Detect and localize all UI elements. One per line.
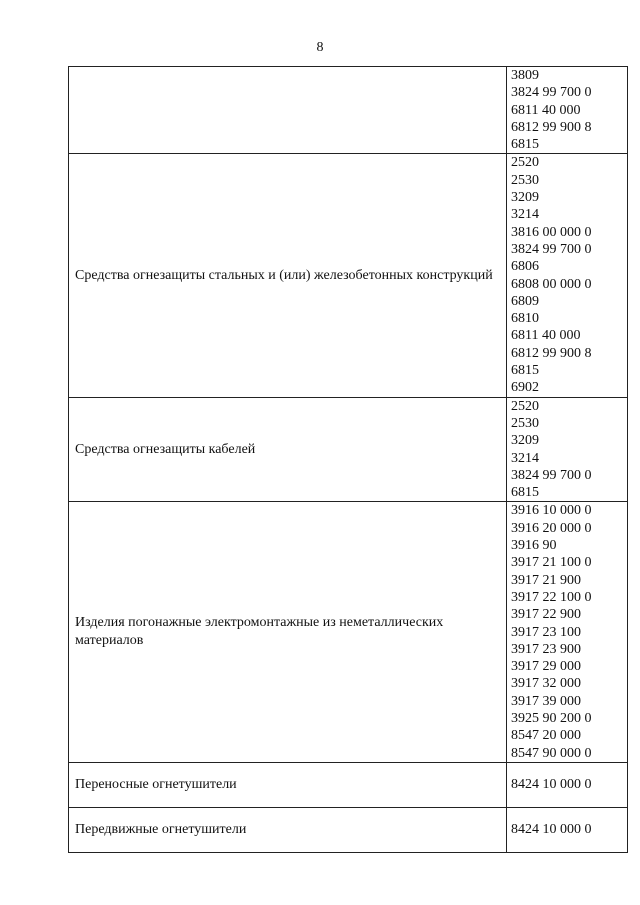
tnved-code: 6806 [511, 259, 539, 275]
tnved-code: 3214 [511, 207, 539, 223]
tnved-code: 3917 22 100 0 [511, 589, 592, 605]
tnved-code: 3816 00 000 0 [511, 224, 592, 240]
product-name-cell: Изделия погонажные электромонтажные из неметаллических материалов [69, 502, 507, 762]
tnved-code: 3925 90 200 0 [511, 710, 592, 726]
tnved-code: 3917 29 000 [511, 659, 581, 675]
tnved-code: 3917 21 100 0 [511, 555, 592, 571]
tnved-code: 6809 [511, 293, 539, 309]
tnved-code: 3209 [511, 190, 539, 206]
product-name-cell: Средства огнезащиты стальных и (или) железобетонных конструкций [69, 154, 507, 397]
tnved-code: 3824 99 700 0 [511, 467, 592, 483]
tnved-code: 8547 90 000 0 [511, 745, 592, 761]
tnved-code: 3824 99 700 0 [511, 241, 592, 257]
table-row [69, 397, 628, 502]
table-row [69, 67, 628, 154]
tnved-code: 3824 99 700 0 [511, 85, 592, 101]
table-row [69, 807, 628, 852]
tnved-code: 6815 [511, 363, 539, 379]
tnved-code: 6815 [511, 137, 539, 153]
tnved-code: 3917 23 900 [511, 641, 581, 657]
tnved-codes-cell [507, 397, 628, 502]
tnved-code: 6815 [511, 485, 539, 501]
tnved-code: 6812 99 900 8 [511, 345, 592, 361]
table-row [69, 502, 628, 762]
tnved-code: 8424 10 000 0 [511, 777, 592, 793]
tnved-code: 3209 [511, 433, 539, 449]
tnved-code: 2530 [511, 415, 539, 431]
tnved-code: 2530 [511, 172, 539, 188]
tnved-code: 3809 [511, 68, 539, 83]
table-row [69, 154, 628, 397]
tnved-code: 8547 20 000 [511, 728, 581, 744]
tnved-code: 6811 40 000 [511, 102, 581, 118]
tnved-code: 6812 99 900 8 [511, 119, 592, 135]
tnved-code: 3917 23 100 [511, 624, 581, 640]
table-row [69, 762, 628, 807]
tnved-code: 3916 90 [511, 538, 557, 554]
tnved-code: 3917 21 900 [511, 572, 581, 588]
product-name-cell: Передвижные огнетушители [69, 807, 507, 852]
product-codes-table [68, 66, 628, 853]
page-number: 8 [316, 40, 324, 55]
tnved-code: 3214 [511, 450, 539, 466]
tnved-code: 3917 39 000 [511, 693, 581, 709]
tnved-code: 6811 40 000 [511, 328, 581, 344]
tnved-code: 3917 32 000 [511, 676, 581, 692]
tnved-code: 3917 22 900 [511, 607, 581, 623]
tnved-code: 2520 [511, 398, 539, 414]
tnved-codes-cell [507, 67, 628, 154]
tnved-code: 3916 20 000 0 [511, 520, 592, 536]
table-body [69, 67, 628, 853]
product-name-cell [69, 67, 507, 154]
tnved-code: 6810 [511, 311, 539, 327]
tnved-codes-cell [507, 807, 628, 852]
tnved-codes-cell [507, 154, 628, 397]
tnved-code: 6902 [511, 380, 539, 396]
product-name-cell: Переносные огнетушители [69, 762, 507, 807]
tnved-codes-cell [507, 762, 628, 807]
tnved-code: 2520 [511, 155, 539, 171]
tnved-code: 3916 10 000 0 [511, 503, 592, 519]
tnved-codes-cell [507, 502, 628, 762]
tnved-code: 6808 00 000 0 [511, 276, 592, 292]
product-name-cell: Средства огнезащиты кабелей [69, 397, 507, 502]
tnved-code: 8424 10 000 0 [511, 822, 592, 838]
